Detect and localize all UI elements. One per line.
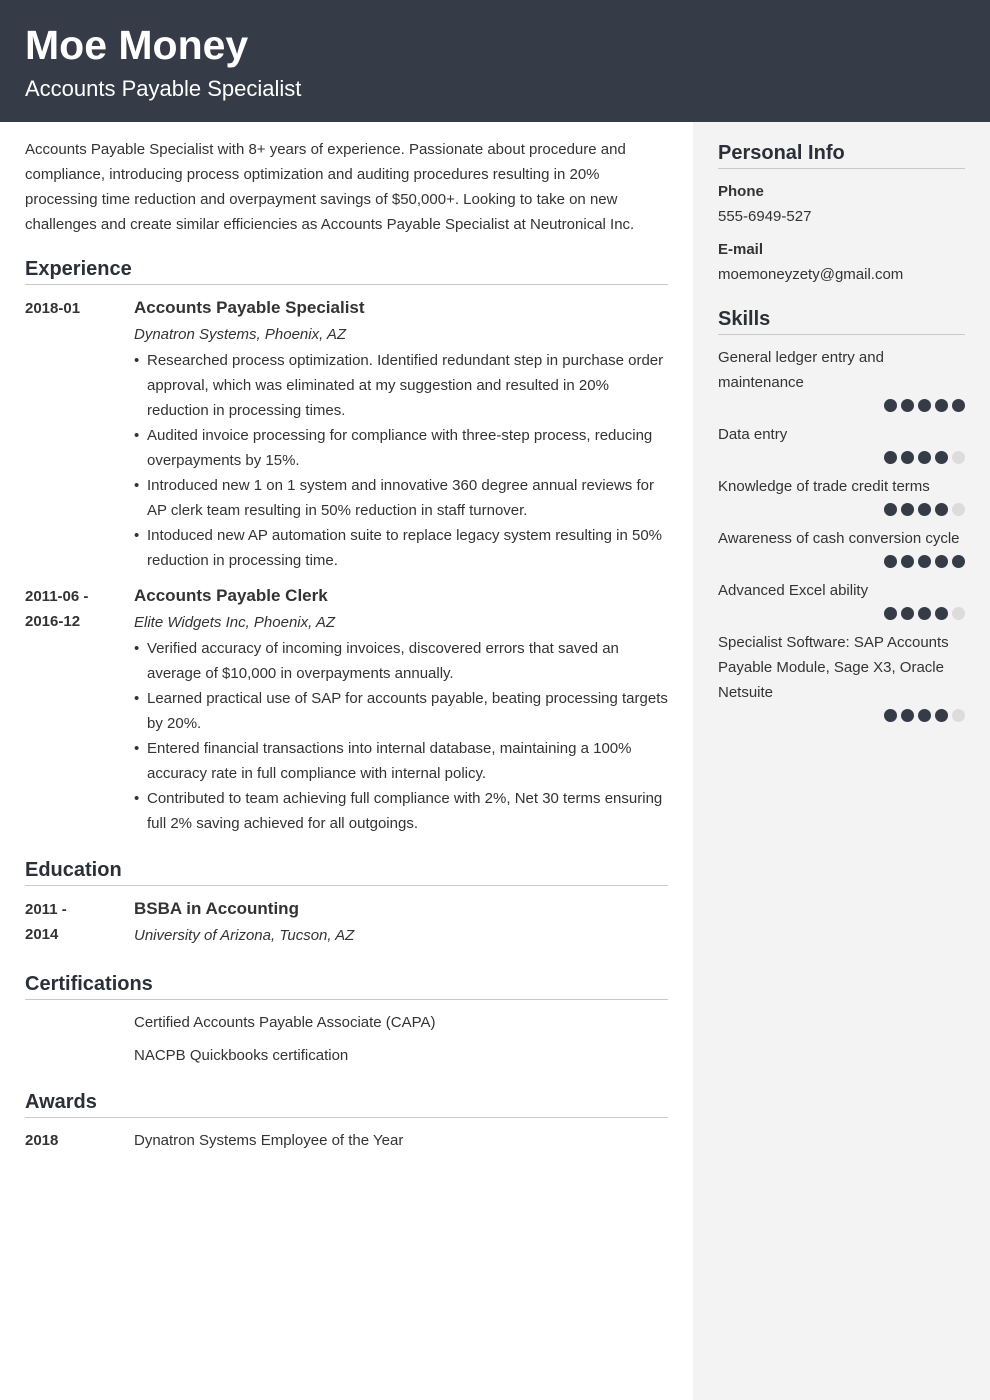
rating-dot-filled: [935, 451, 948, 464]
skills-section: [718, 307, 965, 722]
rating-dot-filled: [884, 451, 897, 464]
phone-value: 555-6949-527: [718, 208, 812, 225]
rating-dot-filled: [952, 399, 965, 412]
rating-dot-filled: [918, 555, 931, 568]
resume-header: [0, 0, 990, 122]
job-bullet: • Entered financial transactions into internal database, maintaining a 100% accuracy rate in full compliance with internal policy.: [134, 736, 668, 786]
skill-item: [718, 578, 965, 620]
awards-section: [25, 1090, 668, 1153]
awards-heading: Awards: [25, 1090, 668, 1118]
job-bullet: • Audited invoice processing for compliance with three-step process, reducing overpayments by 15%.: [134, 423, 668, 473]
job-role: Accounts Payable Specialist: [134, 298, 365, 317]
education-entry: [25, 896, 668, 949]
skill-rating: [718, 607, 965, 620]
rating-dot-filled: [884, 503, 897, 516]
job-bullet: • Contributed to team achieving full compliance with 2%, Net 30 terms ensuring full 2% saving achieved for all outgoings.: [134, 786, 668, 836]
rating-dot-filled: [901, 555, 914, 568]
rating-dot-filled: [918, 709, 931, 722]
main-column: [25, 137, 668, 1153]
job-bullet: • Learned practical use of SAP for accounts payable, beating processing targets by 20%.: [134, 686, 668, 736]
skill-rating: [718, 399, 965, 412]
rating-dot-filled: [935, 503, 948, 516]
rating-dot-empty: [952, 503, 965, 516]
rating-dot-empty: [952, 451, 965, 464]
rating-dot-filled: [901, 607, 914, 620]
certifications-section: [25, 972, 668, 1072]
job-bullet: • Introduced new 1 on 1 system and innovative 360 degree annual reviews for AP clerk team resulting in 50% reduction in staff turnover.: [134, 473, 668, 523]
rating-dot-filled: [935, 399, 948, 412]
skill-name: Awareness of cash conversion cycle: [718, 530, 960, 547]
education-date-end: 2014: [25, 926, 59, 943]
sidebar-column: [718, 141, 965, 722]
skill-item: [718, 526, 965, 568]
rating-dot-filled: [901, 709, 914, 722]
job-bullets: [134, 636, 668, 836]
email-value: moemoneyzety@gmail.com: [718, 266, 904, 283]
experience-section: [25, 257, 668, 836]
award-item: [25, 1128, 668, 1153]
job-bullet: • Verified accuracy of incoming invoices, discovered errors that saved an average of $10,000 in overpayments annually.: [134, 636, 668, 686]
job-date-end: 2016-12: [25, 613, 81, 630]
job-date: 2018-01: [25, 300, 81, 317]
certifications-heading: Certifications: [25, 972, 668, 1000]
rating-dot-filled: [935, 709, 948, 722]
education-section: [25, 858, 668, 949]
skill-item: [718, 422, 965, 464]
rating-dot-filled: [901, 503, 914, 516]
rating-dot-filled: [918, 607, 931, 620]
rating-dot-filled: [901, 451, 914, 464]
phone-label: Phone: [718, 183, 764, 200]
job-entry: [25, 295, 668, 573]
skill-rating: [718, 503, 965, 516]
skill-item: [718, 345, 965, 412]
candidate-title: Accounts Payable Specialist: [25, 76, 302, 101]
skill-item: [718, 474, 965, 516]
skill-name: General ledger entry and maintenance: [718, 349, 884, 391]
rating-dot-filled: [935, 607, 948, 620]
education-degree: BSBA in Accounting: [134, 899, 299, 918]
skill-name: Knowledge of trade credit terms: [718, 478, 930, 495]
skill-name: Specialist Software: SAP Accounts Payable Module, Sage X3, Oracle Netsuite: [718, 634, 949, 701]
skill-name: Data entry: [718, 426, 788, 443]
job-entry: [25, 583, 668, 836]
profile-summary: Accounts Payable Specialist with 8+ years of experience. Passionate about procedure and compliance, introducing process optimization and auditing procedures resulting in 20% processing time reduction and overpayment savings of $50,000+. Looking to take on new challenges and create similar efficiencies as Accounts Payable Specialist at Neutronical Inc.: [25, 141, 635, 233]
skills-heading: Skills: [718, 307, 965, 335]
job-company: Dynatron Systems, Phoenix, AZ: [134, 326, 347, 343]
rating-dot-filled: [935, 555, 948, 568]
rating-dot-filled: [901, 399, 914, 412]
education-heading: Education: [25, 858, 668, 886]
rating-dot-filled: [918, 399, 931, 412]
rating-dot-filled: [884, 555, 897, 568]
rating-dot-filled: [884, 399, 897, 412]
award-title: Dynatron Systems Employee of the Year: [134, 1132, 404, 1149]
job-company: Elite Widgets Inc, Phoenix, AZ: [134, 614, 336, 631]
skill-item: [718, 630, 965, 722]
skills-list: [718, 345, 965, 722]
rating-dot-empty: [952, 709, 965, 722]
skill-rating: [718, 451, 965, 464]
rating-dot-filled: [918, 451, 931, 464]
rating-dot-filled: [952, 555, 965, 568]
award-date: 2018: [25, 1132, 59, 1149]
job-bullets: [134, 348, 668, 573]
education-date: [25, 896, 134, 949]
rating-dot-filled: [884, 709, 897, 722]
skill-name: Advanced Excel ability: [718, 582, 869, 599]
education-school: University of Arizona, Tucson, AZ: [134, 927, 355, 944]
job-bullet: • Intoduced new AP automation suite to replace legacy system resulting in 50% reduction in processing time.: [134, 523, 668, 573]
skill-rating: [718, 555, 965, 568]
job-date: [25, 583, 134, 836]
rating-dot-empty: [952, 607, 965, 620]
personal-info-heading: Personal Info: [718, 141, 965, 169]
job-role: Accounts Payable Clerk: [134, 586, 328, 605]
candidate-name: Moe Money: [25, 22, 249, 68]
certification-item: NACPB Quickbooks certification: [134, 1047, 349, 1064]
education-date-start: 2011 -: [25, 901, 67, 918]
job-date-start: 2011-06 -: [25, 588, 89, 605]
email-label: E-mail: [718, 241, 764, 258]
job-bullet: • Researched process optimization. Identified redundant step in purchase order approval, which was eliminated at my suggestion and resulted in 20% reduction in processing times.: [134, 348, 668, 423]
rating-dot-filled: [918, 503, 931, 516]
skill-rating: [718, 709, 965, 722]
certification-item: Certified Accounts Payable Associate (CAPA): [134, 1014, 436, 1031]
rating-dot-filled: [884, 607, 897, 620]
experience-heading: Experience: [25, 257, 668, 285]
